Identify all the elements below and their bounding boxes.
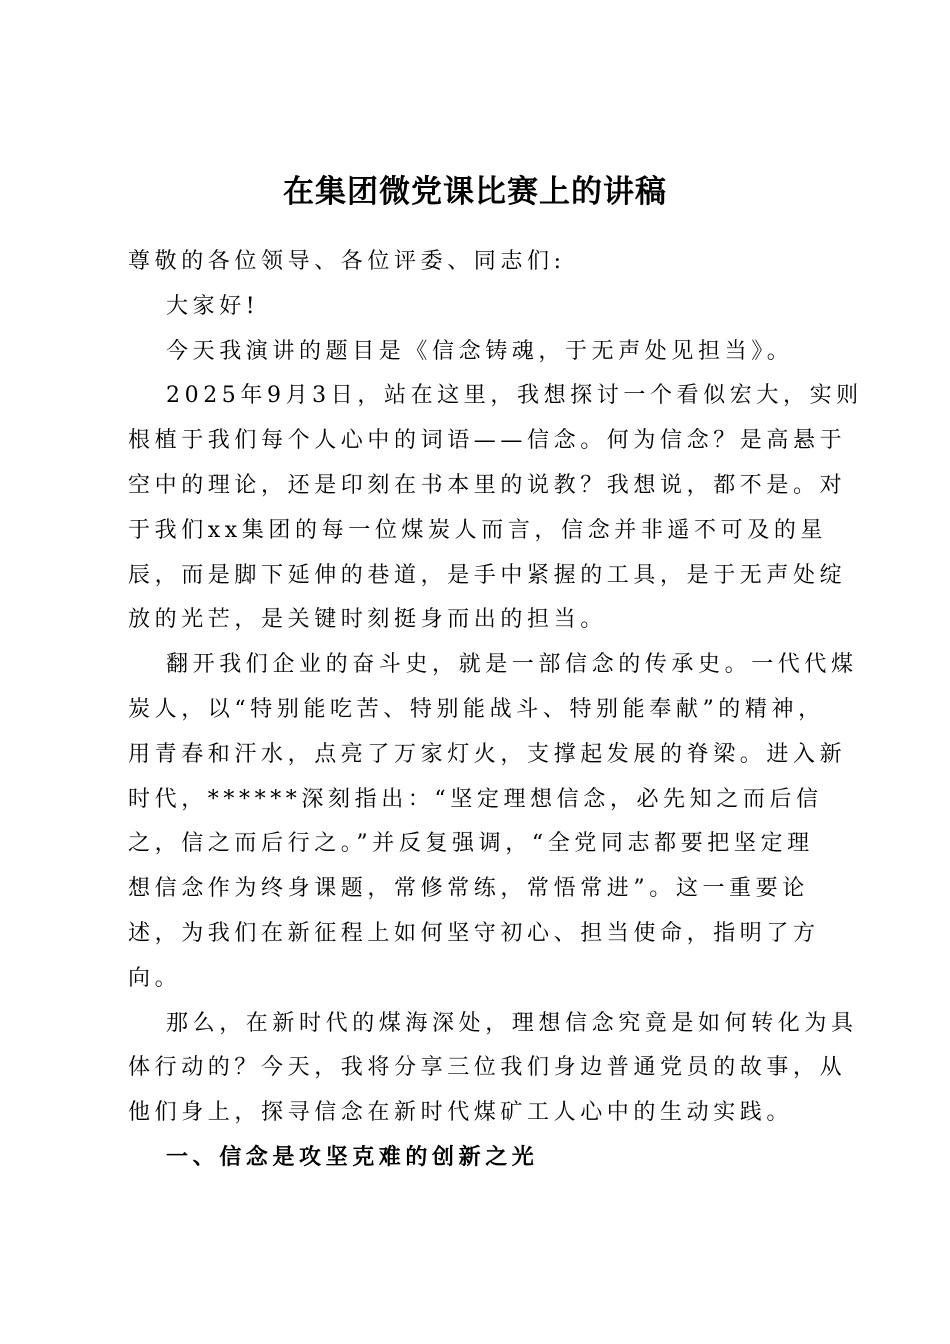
document-body [128, 240, 863, 1181]
section-heading: 一、信念是攻坚克难的创新之光 [166, 1144, 539, 1170]
salutation: 尊敬的各位领导、各位评委、同志们: [128, 249, 566, 274]
greeting: 大家好! [166, 293, 260, 319]
paragraph-stories-intro [128, 1002, 858, 1136]
paragraph-line: 今天我演讲的题目是《信念铸魂，于无声处见担当》。 [166, 338, 794, 364]
paragraph-line: 体行动的？今天，我将分享三位我们身边普通党员的故事，从 [128, 1055, 847, 1081]
paragraph-history [128, 643, 858, 1001]
paragraph-belief [128, 374, 863, 643]
paragraph-line: 之，信之而后行之。”并反复强调，“全党同志都要把坚定理 [128, 831, 814, 857]
paragraph-line: 放的光芒，是关键时刻挺身而出的担当。 [128, 607, 607, 633]
paragraph-line: 时代，******深刻指出：“坚定理想信念，必先知之而后信 [128, 786, 823, 812]
paragraph-line: 他们身上，探寻信念在新时代煤矿工人心中的生动实践。 [128, 1100, 794, 1126]
paragraph-line: 想信念作为终身课题，常修常练，常悟常进”。这一重要论 [128, 876, 809, 902]
paragraph-line: 翻开我们企业的奋斗史，就是一部信念的传承史。一代代煤 [166, 652, 858, 678]
document-title: 在集团微党课比赛上的讲稿 [283, 174, 667, 210]
paragraph-line: 根植于我们每个人心中的词语——信念。何为信念？是高悬于 [128, 428, 847, 454]
paragraph-line: 那么，在新时代的煤海深处，理想信念究竟是如何转化为具 [166, 1010, 858, 1036]
paragraph-line: 述，为我们在新征程上如何坚守初心、担当使命，指明了方 [128, 920, 820, 946]
paragraph-line: 空中的理论，还是印刻在书本里的说教？我想说，都不是。对 [128, 472, 847, 498]
paragraph-line: 炭人，以“特别能吃苦、特别能战斗、特别能奉献”的精神， [128, 696, 825, 722]
paragraph-line: 于我们xx集团的每一位煤炭人而言，信念并非遥不可及的星 [128, 517, 828, 543]
paragraph-line: 2025年9月3日，站在这里，我想探讨一个看似宏大，实则 [166, 383, 863, 409]
paragraph-topic [128, 330, 833, 375]
paragraph-line: 辰，而是脚下延伸的巷道，是手中紧握的工具，是于无声处绽 [128, 562, 847, 588]
paragraph-line: 用青春和汗水，点亮了万家灯火，支撑起发展的脊梁。进入新 [128, 741, 847, 767]
paragraph-line: 向。 [128, 965, 182, 991]
